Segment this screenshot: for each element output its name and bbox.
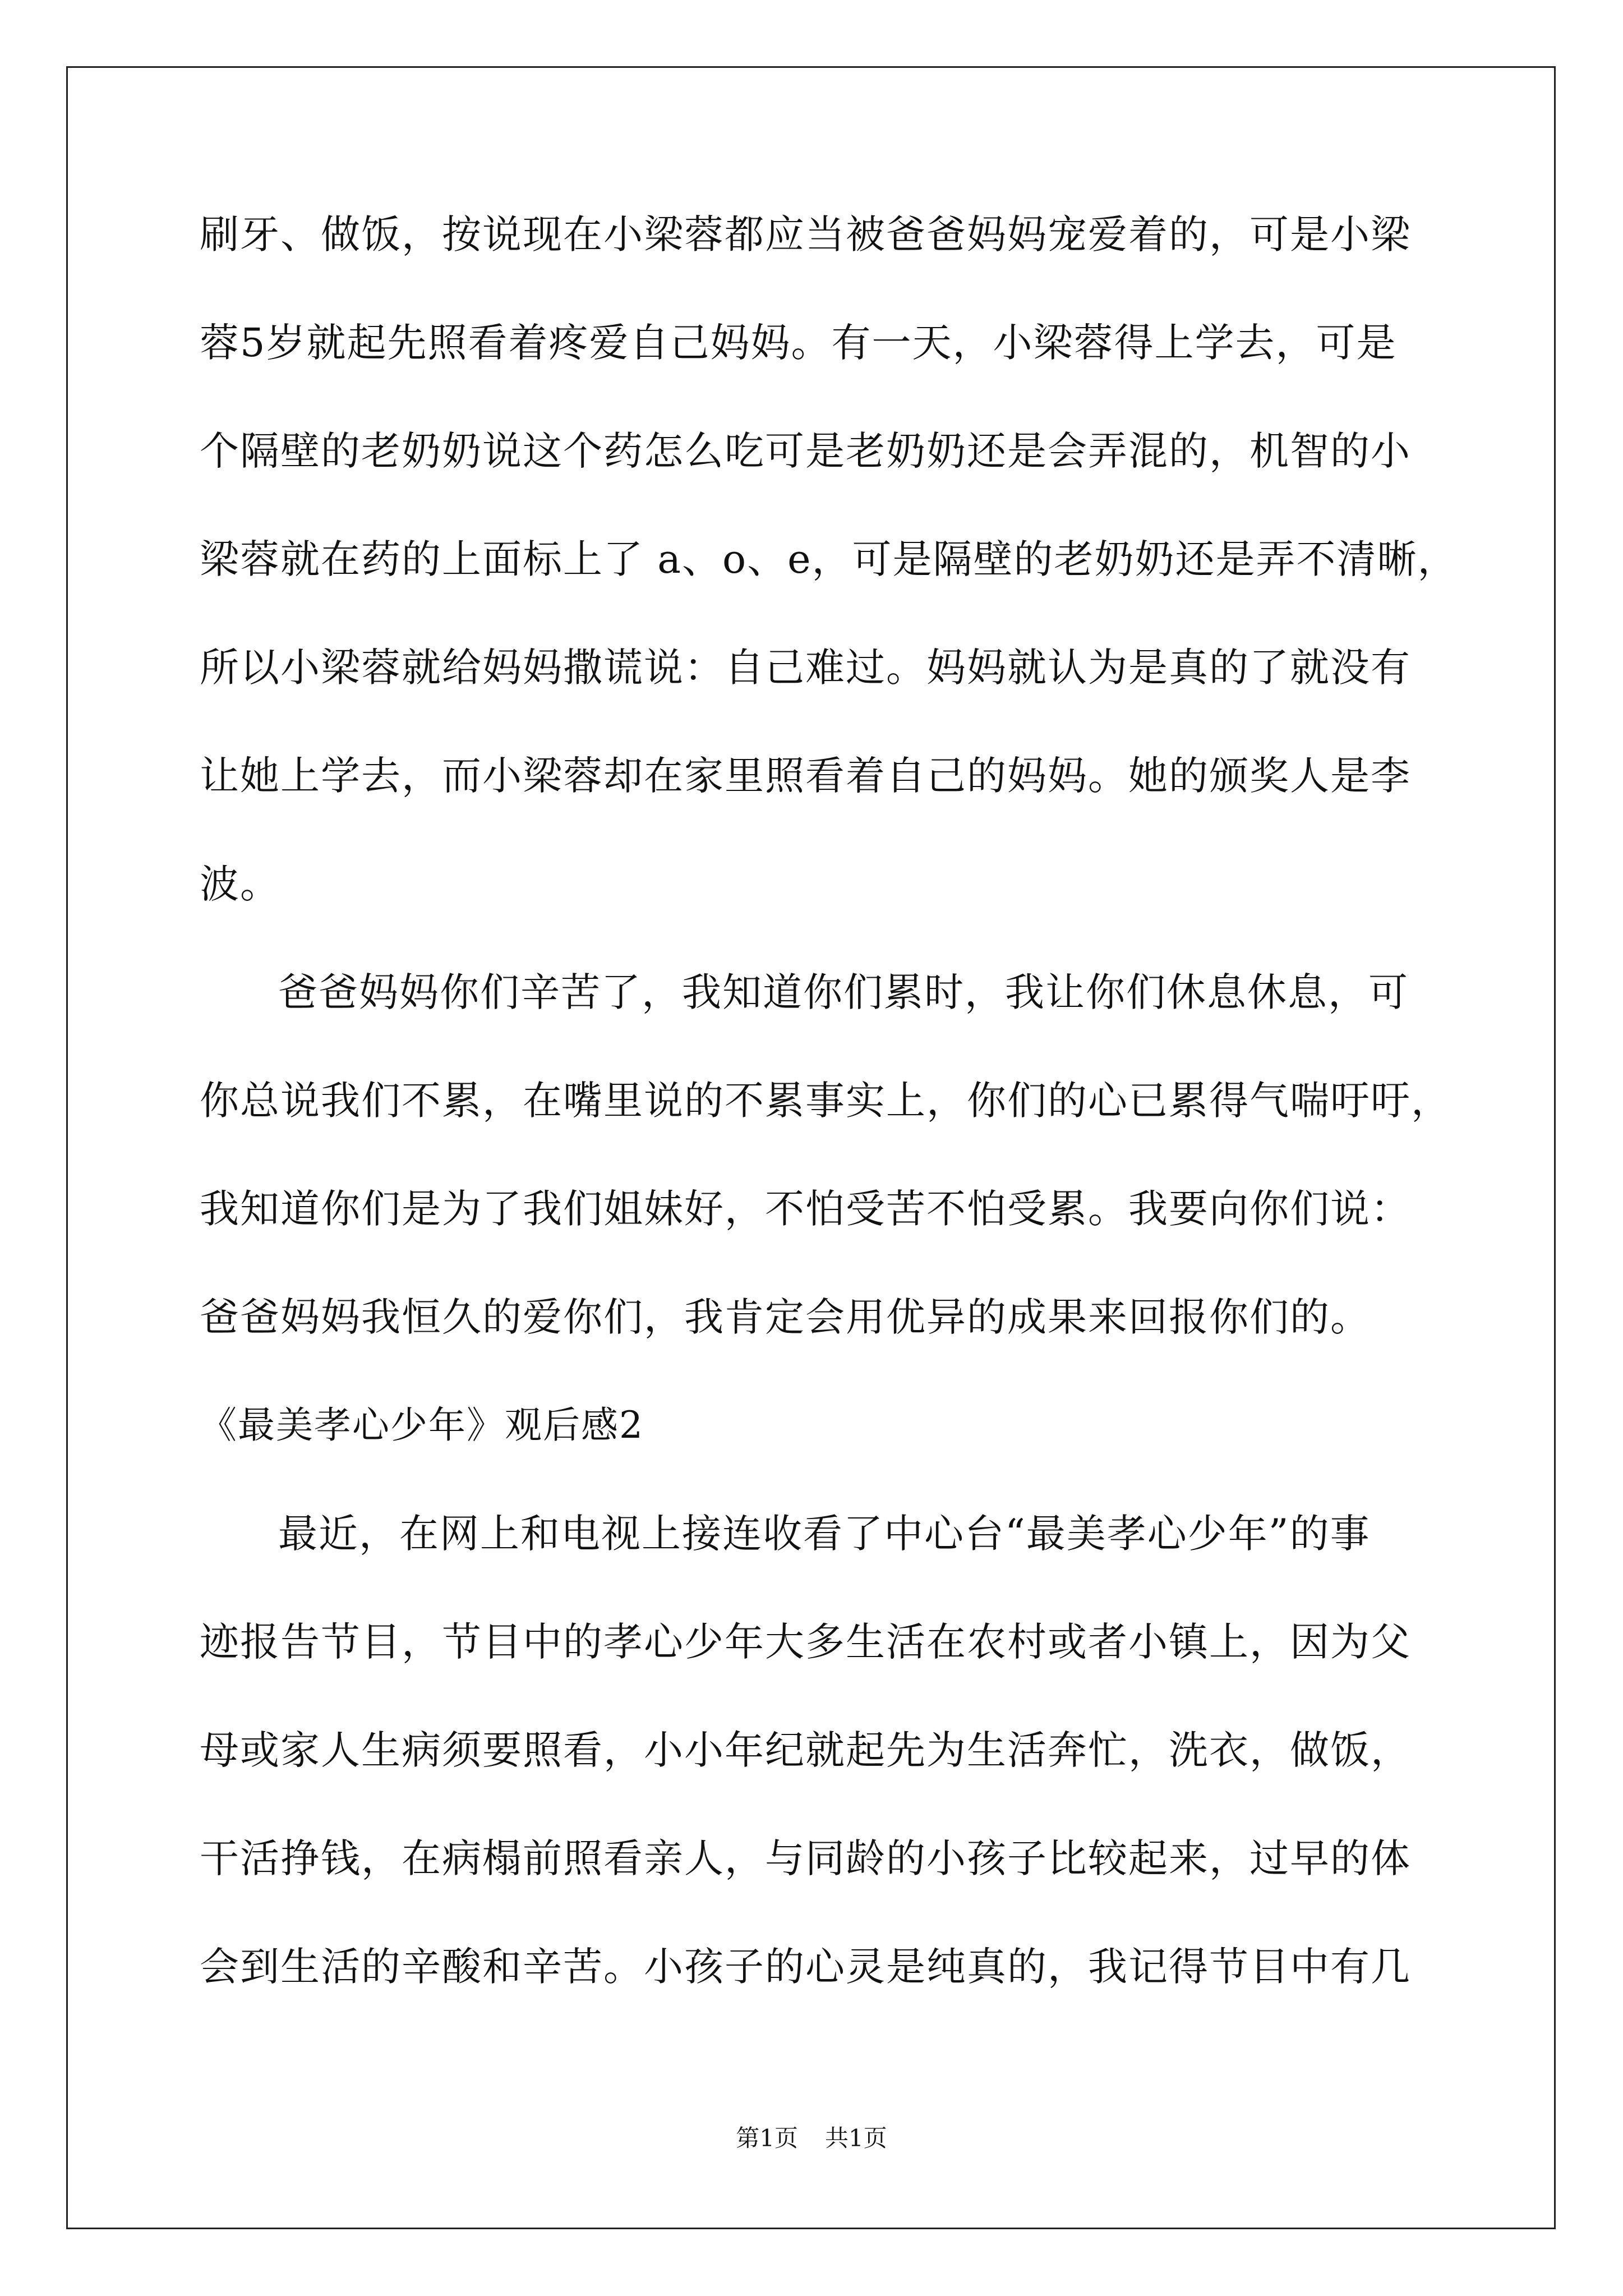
paragraph-3-line-3: 母或家人生病须要照看，小小年纪就起先为生活奔忙，洗衣，做饭， [200,1727,1411,1773]
paragraph-3-line-4: 干活挣钱，在病榻前照看亲人，与同龄的小孩子比较起来，过早的体 [200,1835,1411,1881]
page-footer [0,2123,1623,2154]
paragraph-3-line-1: 最近，在网上和电视上接连收看了中心台“最美孝心少年”的事 [278,1511,1371,1557]
paragraph-2-line-3: 我知道你们是为了我们姐妹好，不怕受苦不怕受累。我要向你们说： [200,1186,1411,1232]
body-line-3: 个隔壁的老奶奶说这个药怎么吃可是老奶奶还是会弄混的，机智的小 [200,428,1411,474]
page-border [66,66,1556,2229]
paragraph-3-line-2: 迹报告节目，节目中的孝心少年大多生活在农村或者小镇上，因为父 [200,1619,1411,1665]
page-total: 共1页 [825,2124,887,2152]
body-line-7: 波。 [200,861,280,907]
paragraph-2-line-2: 你总说我们不累，在嘴里说的不累事实上，你们的心已累得气喘吁吁， [200,1078,1451,1124]
body-line-6: 让她上学去，而小梁蓉却在家里照看着自己的妈妈。她的颁奖人是李 [200,753,1411,799]
section-heading: 《最美孝心少年》观后感2 [200,1404,644,1447]
page-number: 第1页 [736,2124,798,2152]
body-line-5: 所以小梁蓉就给妈妈撒谎说：自己难过。妈妈就认为是真的了就没有 [200,645,1411,691]
body-line-4: 梁蓉就在药的上面标上了 a、o、e，可是隔壁的老奶奶还是弄不清晰， [200,536,1458,582]
paragraph-3-line-5: 会到生活的辛酸和辛苦。小孩子的心灵是纯真的，我记得节目中有几 [200,1944,1411,1990]
body-line-1: 刷牙、做饭，按说现在小梁蓉都应当被爸爸妈妈宠爱着的，可是小梁 [200,211,1411,257]
body-line-2: 蓉5岁就起先照看着疼爱自己妈妈。有一天，小梁蓉得上学去，可是 [200,320,1397,366]
paragraph-2-line-4: 爸爸妈妈我恒久的爱你们，我肯定会用优异的成果来回报你们的。 [200,1294,1371,1340]
paragraph-2-line-1: 爸爸妈妈你们辛苦了，我知道你们累时，我让你们休息休息，可 [278,969,1409,1015]
